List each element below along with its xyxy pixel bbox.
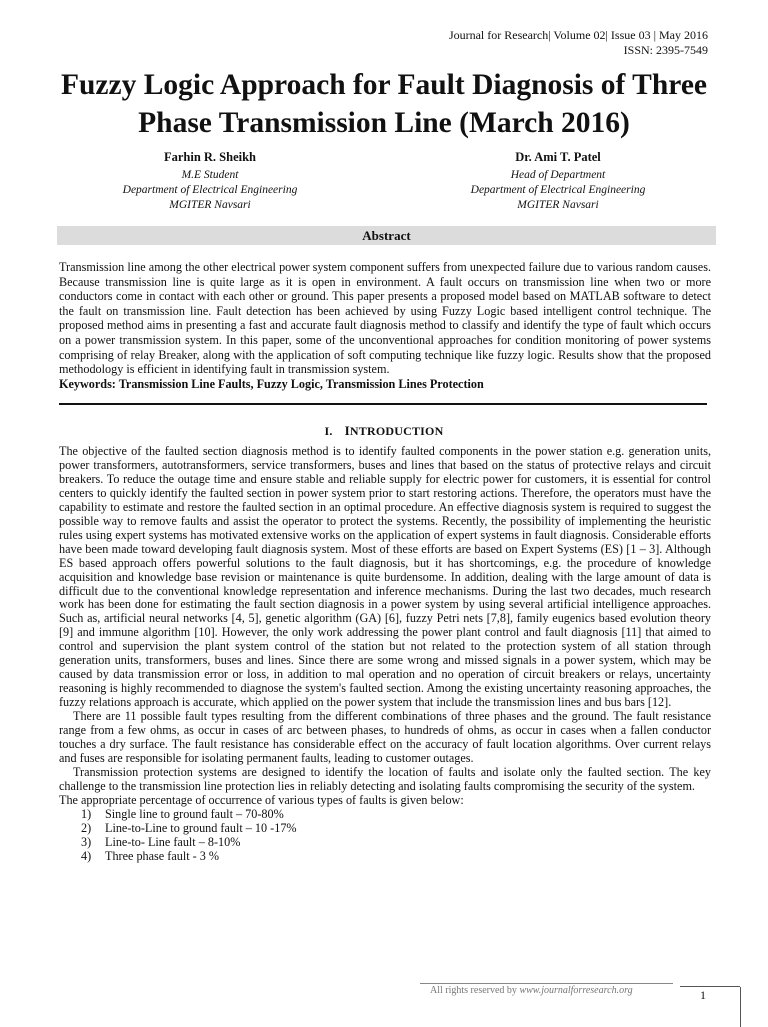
keywords: Keywords: Transmission Line Faults, Fuzzy Logic, Transmission Lines Protection [59,377,484,391]
paper-title: Fuzzy Logic Approach for Fault Diagnosis of Three Phase Transmission Line (March 2016) [60,69,708,139]
author-department: Department of Electrical Engineering [470,184,646,196]
footer-rights: All rights reserved by www.journalforresearch.org [430,985,633,996]
author-role: M.E Student [181,169,239,181]
section-title-initial: I [344,423,350,438]
journal-info: Journal for Research| Volume 02| Issue 03 | May 2016 [448,28,708,42]
page-corner-side [740,987,741,1027]
footer-site-link[interactable]: www.journalforresearch.org [519,985,633,996]
fault-types-list [59,808,711,864]
author-name: Dr. Ami T. Patel [515,150,601,164]
section-number: I. [324,424,333,438]
page-number: 1 [700,988,706,1002]
list-item: 3) Line-to- Line fault – 8-10% [81,834,241,849]
paragraph: Transmission protection systems are designed to identify the location of faults and isolate only the faulted section. The key challenge to the transmission line protection lies in reliably detecting and isolating faults compromising the security of the system. [59,764,711,793]
issn: ISSN: 2395-7549 [623,43,708,57]
paragraph: The objective of the faulted section diagnosis method is to identify faulted components in the power station e.g. generation units, power transformers, autotransformers, service transformers, buses and lines that based on the status of protective relays and circuit breakers. To reduce the outage time and ensure stable and reliable supply for electric power for customers, it is essential for control centers to quickly identify the faulted section in power system prior to start restoring actions. Therefore, the operators must have the capability to estimate and restore the faulted section in an optimal procedure. An effective diagnosis system is required to suggest the possible way to remove faults and assist the operator to protect the systems. Recently, the possibility of implementing the heuristic rules using expert systems has motivated extensive works on the application of expert systems in fault diagnosis. Considerable efforts have been made toward developing fault diagnosis system. Most of these efforts are based on Expert Systems (ES) [1 – 3]. Although ES based approach offers powerful solutions to the fault diagnosis, but it has shortcomings, e.g. the procedure of knowledge acquisition and knowledge base revision or maintenance is quite burdensome. In addition, dealing with the large amount of data is difficult due to the conventional knowledge representation and inference mechanisms. During the last two decades, much research work has been done for estimating the fault section diagnosis in a power system by using several artificial intelligence approaches. Such as, artificial neural networks [4, 5], genetic algorithm (GA) [6], fuzzy Petri nets [7,8], family eugenics based evolution theory [9] and immune algorithm [10]. However, the only work addressing the power plant control and fault diagnosis [11] that aimed to control and supervision the plant system control of the station but not related to the protection system of all station through generation units, transformers, buses and lines. Since there are some wrong and missed signals in a power system, which may be caused by data transmission error or loss, in addition to mal operation and no operation of circuit breakers or relays, uncertainty reasoning is highly recommended to diagnose the system's faulted section. Among the existing uncertainty reasoning approaches, the fuzzy relations approach is accurate, which applied on the power system that include the transmission lines and bus bars [12]. [59,444,712,710]
author-institution: MGITER Navsari [517,199,599,211]
section-title-rest: NTRODUCTION [349,424,444,438]
author-institution: MGITER Navsari [169,199,251,211]
authors-block [60,150,708,213]
list-item: 2) Line-to-Line to ground fault – 10 -17% [81,820,297,835]
list-item: 1) Single line to ground fault – 70-80% [81,806,284,821]
author-name: Farhin R. Sheikh [163,150,257,164]
journal-header [449,28,708,58]
page-corner-top [680,986,740,987]
abstract-text: Transmission line among the other electrical power system component suffers from unexpected failure due to various random causes. Because transmission line is quite large as it is open in environment. A fault occurs on transmission line when two or more conductors come in contact with each other or ground. This paper presents a proposed model based on MATLAB software to detect the fault on transmission line. Fault detection has been achieved by using Fuzzy Logic based intelligent control technique. The proposed method aims in presenting a fast and accurate fault diagnosis method to classify and identify the type of fault which occurs on a power transmission system. In this paper, some of the unconventional approaches for condition monitoring of power systems comprising of relay Breaker, along with the application of soft computing technique like fuzzy logic. Results show that the proposed methodology is efficient in identifying fault in transmission system. [59,260,711,377]
author-role: Head of Department [510,169,606,181]
author-1 [60,150,360,213]
introduction-body [59,445,711,864]
footer-divider [420,983,673,984]
paragraph: The appropriate percentage of occurrence of various types of faults is given below: [59,792,464,807]
list-item: 4) Three phase fault - 3 % [81,848,220,863]
author-department: Department of Electrical Engineering [122,184,298,196]
section-heading-introduction [0,423,768,439]
author-2 [408,150,708,213]
paragraph: There are 11 possible fault types resulting from the different combinations of three phases and the ground. The fault resistance range from a few ohms, as occur in cases of arc between phases, to hundreds of ohms, as occur in cases when a fallen conductor touches a dry surface. The fault resistance has considerable effect on the accuracy of fault location algorithms. Over current relays and fuses are responsible for isolating permanent faults, leading to customer outages. [59,709,711,765]
section-divider [59,403,707,405]
abstract-heading: Abstract [57,226,716,245]
